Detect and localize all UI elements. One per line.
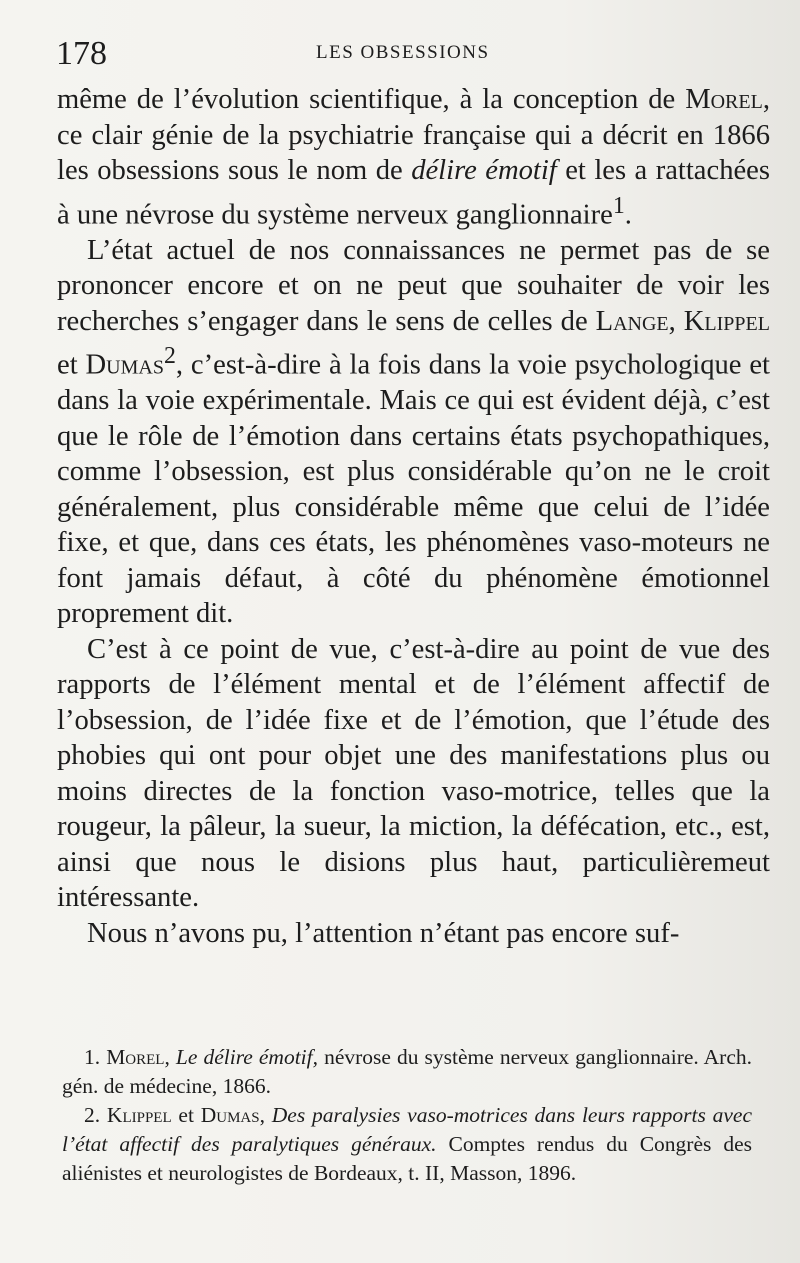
text-run: Comptes rendus du Congrès des aliénistes et neurologistes de Bordeaux, t. II, Masson, 1896.: [62, 1132, 752, 1185]
footnote-ref-2: 2: [163, 343, 176, 370]
text-run: et: [57, 349, 86, 381]
footnote-ref-1: 1: [612, 192, 625, 219]
author-name: Klippel: [683, 305, 770, 337]
text-run: névrose du système nerveux ganglionnaire. Arch. gén. de médecine, 1866.: [62, 1045, 752, 1098]
paragraph-4: Nous n’avons pu, l’attention n’étant pas encore suf-: [87, 917, 680, 949]
text-run: même de l’évolution scientifique, à la conception de: [57, 84, 686, 115]
page-number: 178: [56, 35, 107, 72]
author-name: Morel: [106, 1045, 165, 1069]
author-name: Lange: [595, 305, 669, 337]
footnote-number: 2.: [84, 1103, 107, 1127]
footnote-number: 1.: [84, 1045, 107, 1069]
text-run: ,: [668, 305, 684, 337]
body-text: [57, 82, 770, 951]
paragraph-1: [57, 82, 770, 233]
footnotes: [62, 1043, 752, 1188]
text-run: , c’est-à-dire à la fois dans la voie psychologique et dans la voie expérimentale. Mais ce qui est évident déjà, c’est que le rôle de l’émotion dans certains états psychopathiques, comme l’obsession, est plus considérable qu’on ne le croit généralement, plus considérable même que celui de l’idée fixe, et que, dans ces états, les phénomènes vaso-moteurs ne font jamais défaut, à côté du phénomène émotionnel proprement dit.: [57, 349, 770, 630]
page-header: [56, 34, 756, 74]
running-title: LES OBSESSIONS: [316, 42, 490, 63]
italic-title: Des paralysies vaso-motrices dans leurs rapports avec l’état affectif des paralytiques généraux.: [62, 1103, 752, 1156]
text-run: et: [171, 1103, 201, 1127]
paragraph-2: [57, 233, 770, 632]
author-name: Dumas: [200, 1103, 260, 1127]
text-run: ,: [259, 1103, 272, 1127]
text-run: ,: [164, 1045, 176, 1069]
italic-term: délire émotif: [411, 155, 557, 186]
author-name: Morel: [685, 84, 763, 115]
author-name: Dumas: [85, 349, 164, 381]
footnote-1: [62, 1043, 752, 1101]
text-run: .: [624, 199, 632, 231]
paragraph-3: C’est à ce point de vue, c’est-à-dire au point de vue des rapports de l’élément mental et de l’élément affectif de l’obsession, de l’idée fixe et de l’émotion, que l’étude des phobies qui ont pour objet une des manifestations plus ou moins directes de la fonction vaso-motrice, telles que la rougeur, la pâleur, la sueur, la miction, la défécation, etc., est, ainsi que nous le disions plus haut, particulièremeut intéressante.: [57, 633, 770, 914]
footnote-2: [62, 1101, 752, 1188]
text-run: , ce clair génie de la psychiatrie française qui a décrit en 1866 les obsessions sous le nom de: [57, 84, 770, 186]
italic-title: Le délire émotif,: [175, 1045, 318, 1069]
author-name: Klippel: [106, 1103, 172, 1127]
text-run: L’état actuel de nos connaissances ne permet pas de se prononcer encore et on ne peut que souhaiter de voir les recherches s’engager dans le sens de celles de: [57, 234, 770, 337]
text-run: et les a rattachées à une névrose du système nerveux ganglionnaire: [57, 155, 770, 231]
